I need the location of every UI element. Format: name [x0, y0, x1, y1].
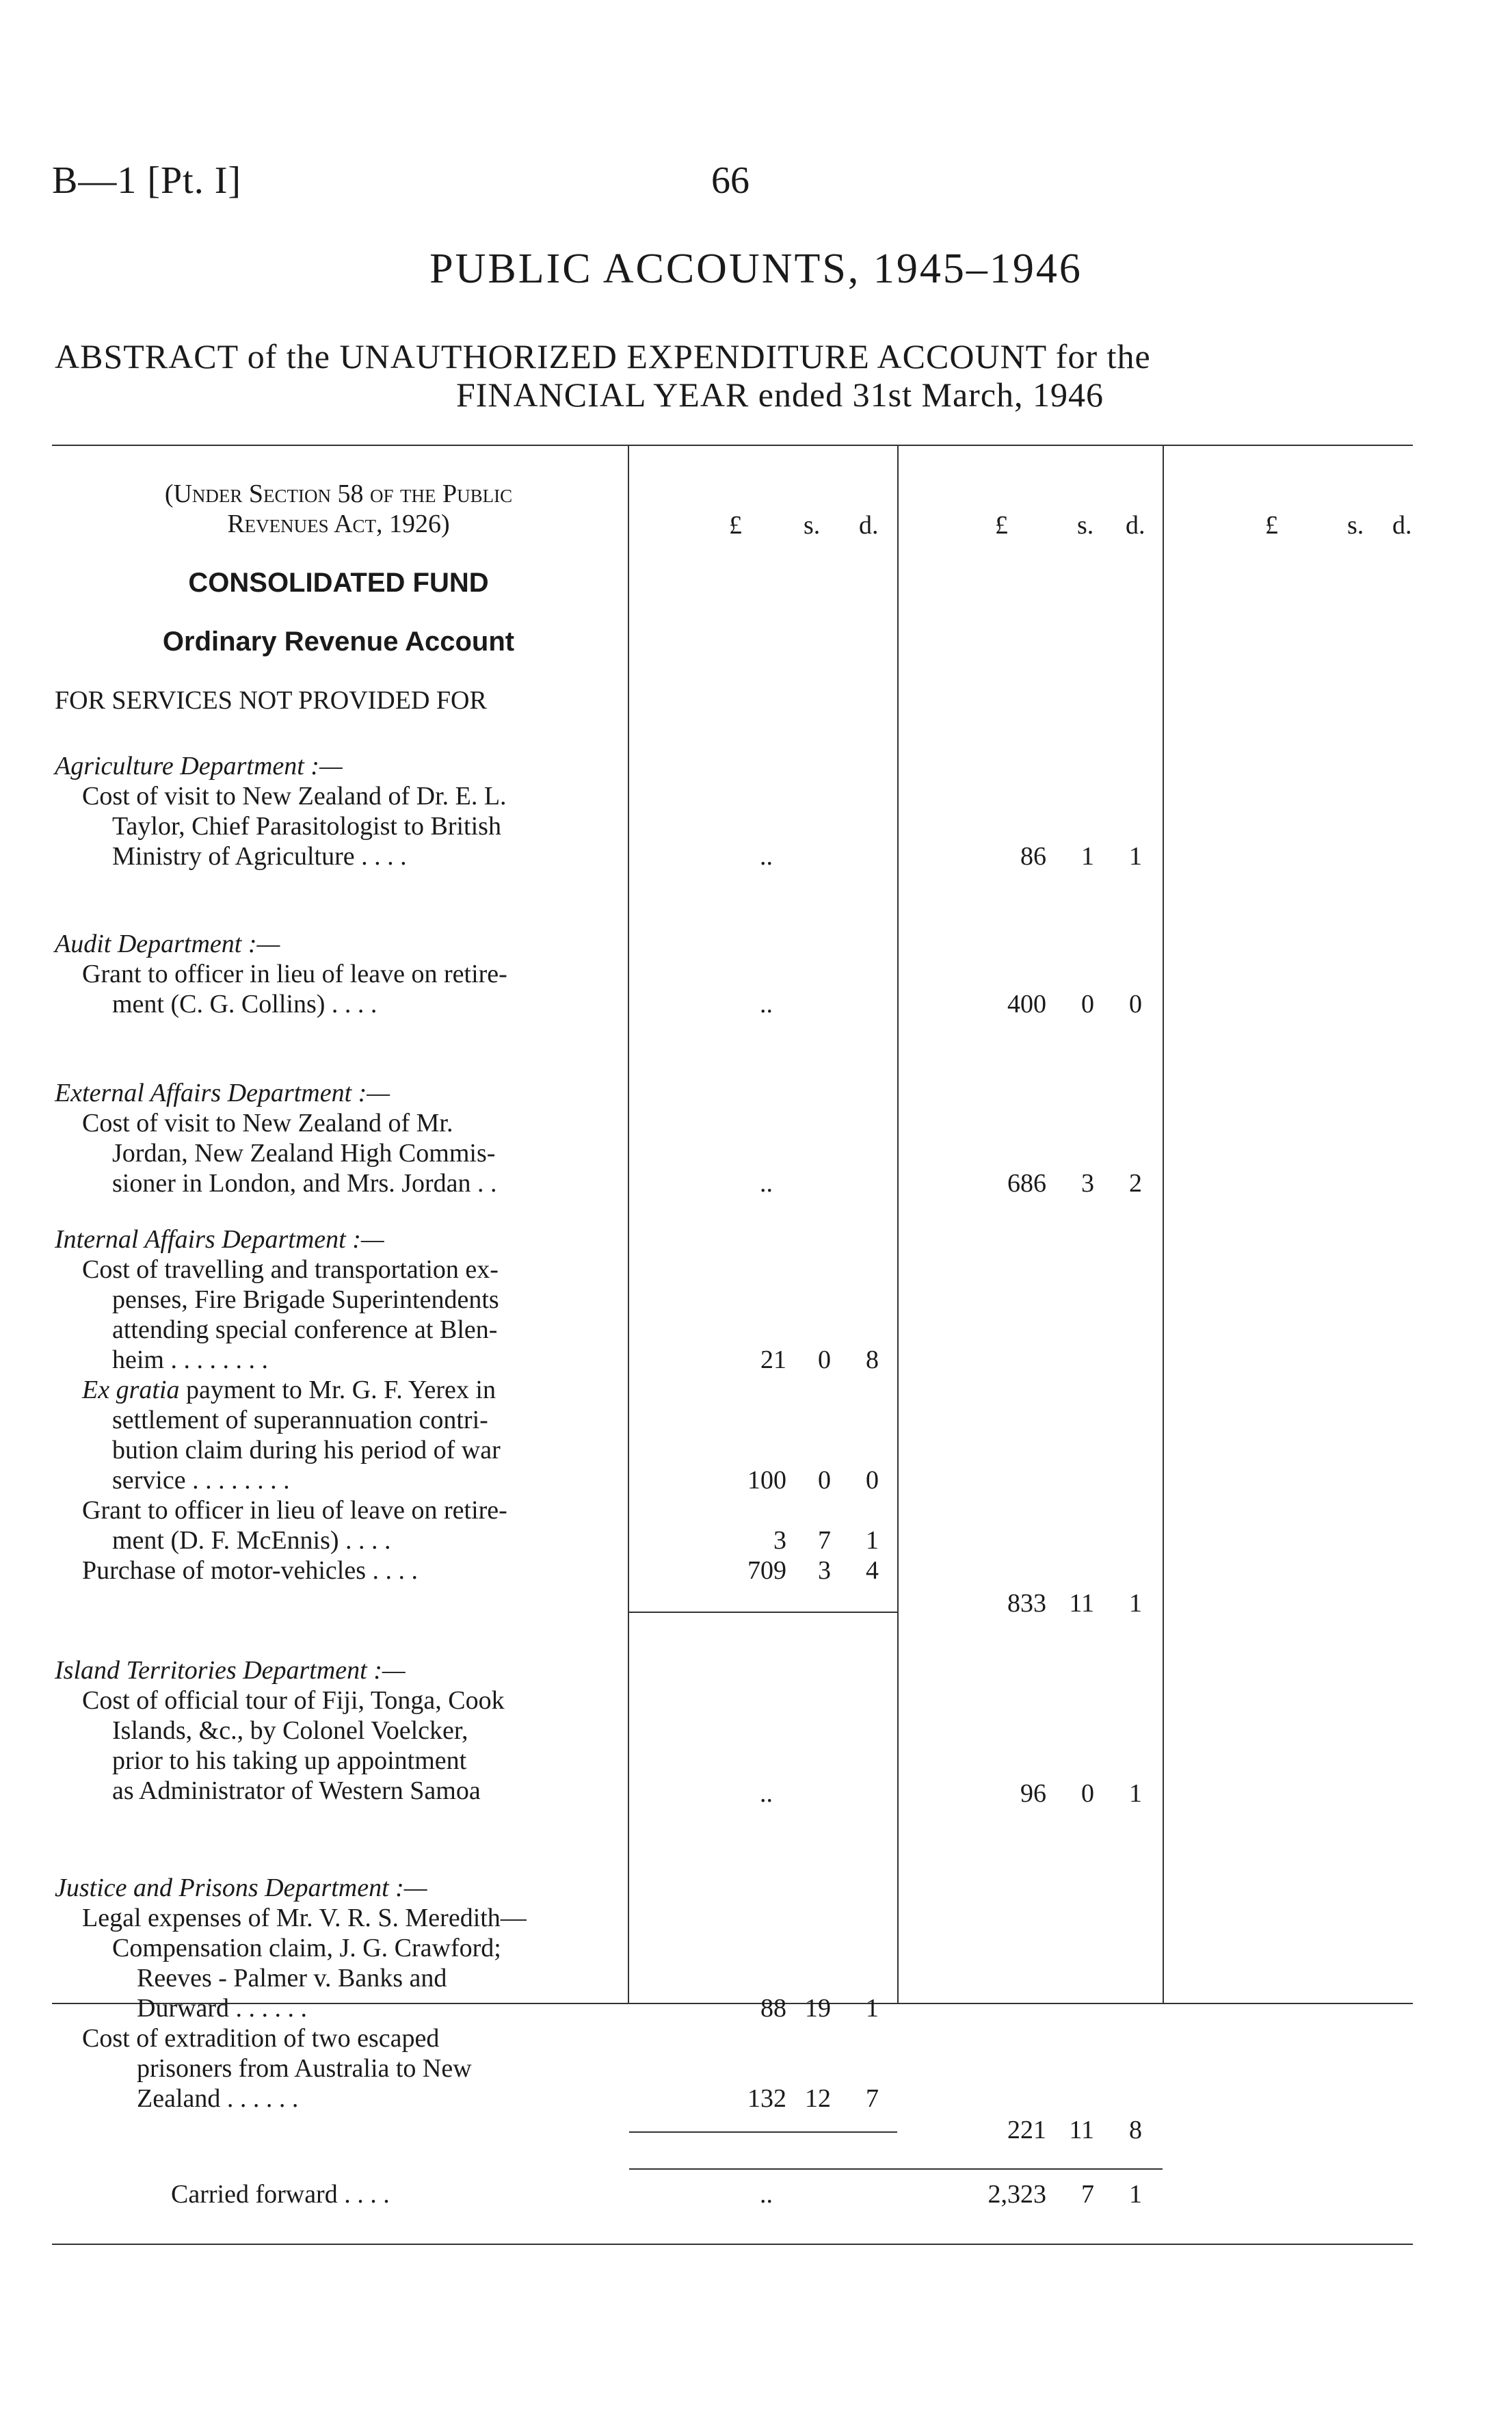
internal-item2-prefix: Ex gratia [82, 1376, 180, 1404]
col2-shilling-header: s. [1077, 511, 1094, 540]
audit-total-shillings: 0 [1081, 990, 1094, 1019]
internal-item1-pence: 8 [866, 1345, 879, 1374]
external-line: Jordan, New Zealand High Commis- [112, 1139, 496, 1168]
external-heading: External Affairs Department :— [55, 1079, 390, 1107]
internal-item3-line: Grant to officer in lieu of leave on retire- [82, 1496, 507, 1525]
internal-item3-pence: 1 [866, 1526, 879, 1555]
audit-heading: Audit Department :— [55, 930, 280, 958]
justice-item1-pence: 1 [866, 1994, 879, 2023]
island-col1-empty: .. [760, 1779, 773, 1808]
agriculture-line: Ministry of Agriculture . . . . [112, 842, 407, 871]
island-total-pounds: 96 [1020, 1779, 1046, 1808]
authority-line1: (Under Section 58 of the Public [164, 479, 513, 508]
external-col1-empty: .. [760, 1169, 773, 1198]
carried-forward-shillings: 7 [1081, 2180, 1094, 2209]
section-heading: FOR SERVICES NOT PROVIDED FOR [55, 686, 487, 715]
column-divider-3 [1163, 445, 1164, 2004]
island-line: prior to his taking up appointment [112, 1746, 467, 1775]
col3-shilling-header: s. [1347, 511, 1364, 540]
internal-item4-line: Purchase of motor-vehicles . . . . [82, 1556, 418, 1585]
col1-pence-header: d. [859, 511, 879, 540]
agriculture-total-pence: 1 [1129, 842, 1142, 871]
audit-line: Grant to officer in lieu of leave on retire- [82, 960, 507, 988]
internal-item2-line: bution claim during his period of war [112, 1436, 501, 1464]
page-number: 66 [711, 159, 750, 202]
column-divider-1 [628, 445, 629, 2004]
internal-total-pence: 1 [1129, 1589, 1142, 1618]
agriculture-total-pounds: 86 [1020, 842, 1046, 871]
carried-forward-rule [629, 2168, 1163, 2170]
fund-heading: CONSOLIDATED FUND [188, 568, 489, 598]
internal-total-shillings: 11 [1069, 1589, 1094, 1618]
justice-item2-line: prisoners from Australia to New [137, 2054, 472, 2083]
internal-item3-pounds: 3 [773, 1526, 786, 1555]
abstract-title-line2: FINANCIAL YEAR ended 31st March, 1946 [455, 376, 1104, 414]
col1-shilling-header: s. [804, 511, 821, 540]
internal-item1-line: penses, Fire Brigade Superintendents [112, 1285, 499, 1314]
external-total-shillings: 3 [1081, 1169, 1094, 1198]
audit-total-pence: 0 [1129, 990, 1142, 1019]
justice-subtotal-rule [629, 2131, 897, 2133]
justice-item1-shillings: 19 [805, 1994, 831, 2023]
justice-total-shillings: 11 [1069, 2116, 1094, 2144]
page-reference: B—1 [Pt. I] [52, 159, 241, 202]
carried-forward-col1-empty: .. [760, 2180, 773, 2209]
col1-pound-header: £ [729, 511, 742, 540]
internal-item4-pence: 4 [866, 1556, 879, 1585]
audit-total-pounds: 400 [1007, 990, 1046, 1019]
external-total-pounds: 686 [1007, 1169, 1046, 1198]
table-top-rule [52, 445, 1413, 446]
agriculture-col1-empty: .. [760, 842, 773, 871]
internal-item1-line: attending special conference at Blen- [112, 1315, 498, 1344]
external-line: sioner in London, and Mrs. Jordan . . [112, 1169, 497, 1198]
abstract-title-line1: ABSTRACT of the UNAUTHORIZED EXPENDITURE ACCOUNT for the [55, 337, 1151, 376]
justice-total-pounds: 221 [1007, 2116, 1046, 2144]
audit-col1-empty: .. [760, 990, 773, 1019]
island-total-pence: 1 [1129, 1779, 1142, 1808]
justice-item1-pounds: 88 [760, 1994, 786, 2023]
external-total-pence: 2 [1129, 1169, 1142, 1198]
internal-item1-line: heim . . . . . . . . [112, 1345, 268, 1374]
justice-item2-pounds: 132 [747, 2084, 786, 2113]
island-line: Cost of official tour of Fiji, Tonga, Cook [82, 1686, 505, 1715]
justice-item2-line: Zealand . . . . . . [137, 2084, 299, 2113]
justice-item2-shillings: 12 [805, 2084, 831, 2113]
island-line: as Administrator of Western Samoa [112, 1776, 481, 1805]
justice-item2-pence: 7 [866, 2084, 879, 2113]
justice-item2-line: Cost of extradition of two escaped [82, 2024, 440, 2053]
justice-item1-line: Compensation claim, J. G. Crawford; [112, 1934, 501, 1962]
internal-item2-text: payment to Mr. G. F. Yerex in [179, 1376, 496, 1404]
internal-item4-pounds: 709 [747, 1556, 786, 1585]
external-line: Cost of visit to New Zealand of Mr. [82, 1109, 453, 1138]
internal-item4-shillings: 3 [818, 1556, 831, 1585]
col2-pence-header: d. [1126, 511, 1145, 540]
justice-total-pence: 8 [1129, 2116, 1142, 2144]
carried-forward-bottom-rule [52, 2244, 1413, 2245]
internal-item2-pence: 0 [866, 1466, 879, 1495]
island-line: Islands, &c., by Colonel Voelcker, [112, 1716, 468, 1745]
agriculture-heading: Agriculture Department :— [55, 752, 343, 780]
col2-pound-header: £ [995, 511, 1008, 540]
column-divider-2 [897, 445, 899, 2004]
internal-item2-line: service . . . . . . . . [112, 1466, 290, 1495]
justice-item1-line: Durward . . . . . . [137, 1994, 308, 2023]
authority-line2: Revenues Act, 1926) [227, 510, 450, 538]
internal-heading: Internal Affairs Department :— [55, 1225, 384, 1254]
col3-pound-header: £ [1265, 511, 1278, 540]
page-title: PUBLIC ACCOUNTS, 1945–1946 [429, 246, 1083, 292]
justice-item1-line: Legal expenses of Mr. V. R. S. Meredith— [82, 1904, 527, 1932]
carried-forward-label: Carried forward . . . . [171, 2180, 390, 2209]
internal-total-pounds: 833 [1007, 1589, 1046, 1618]
internal-item2-pounds: 100 [747, 1466, 786, 1495]
carried-forward-pence: 1 [1129, 2180, 1142, 2209]
internal-item2-line [82, 1375, 496, 1405]
internal-subtotal-rule [629, 1612, 897, 1613]
justice-item1-line: Reeves - Palmer v. Banks and [137, 1964, 447, 1993]
island-heading: Island Territories Department :— [55, 1656, 406, 1685]
internal-item1-pounds: 21 [760, 1345, 786, 1374]
col3-pence-header: d. [1392, 511, 1412, 540]
justice-heading: Justice and Prisons Department :— [55, 1874, 427, 1902]
internal-item1-shillings: 0 [818, 1345, 831, 1374]
internal-item1-line: Cost of travelling and transportation ex- [82, 1255, 499, 1284]
internal-item3-line: ment (D. F. McEnnis) . . . . [112, 1526, 391, 1555]
agriculture-line: Taylor, Chief Parasitologist to British [112, 812, 501, 841]
agriculture-total-shillings: 1 [1081, 842, 1094, 871]
island-total-shillings: 0 [1081, 1779, 1094, 1808]
audit-line: ment (C. G. Collins) . . . . [112, 990, 377, 1019]
account-heading: Ordinary Revenue Account [162, 627, 515, 657]
internal-item2-line: settlement of superannuation contri- [112, 1406, 488, 1434]
agriculture-line: Cost of visit to New Zealand of Dr. E. L. [82, 782, 507, 811]
internal-item3-shillings: 7 [818, 1526, 831, 1555]
carried-forward-pounds: 2,323 [987, 2180, 1046, 2209]
internal-item2-shillings: 0 [818, 1466, 831, 1495]
